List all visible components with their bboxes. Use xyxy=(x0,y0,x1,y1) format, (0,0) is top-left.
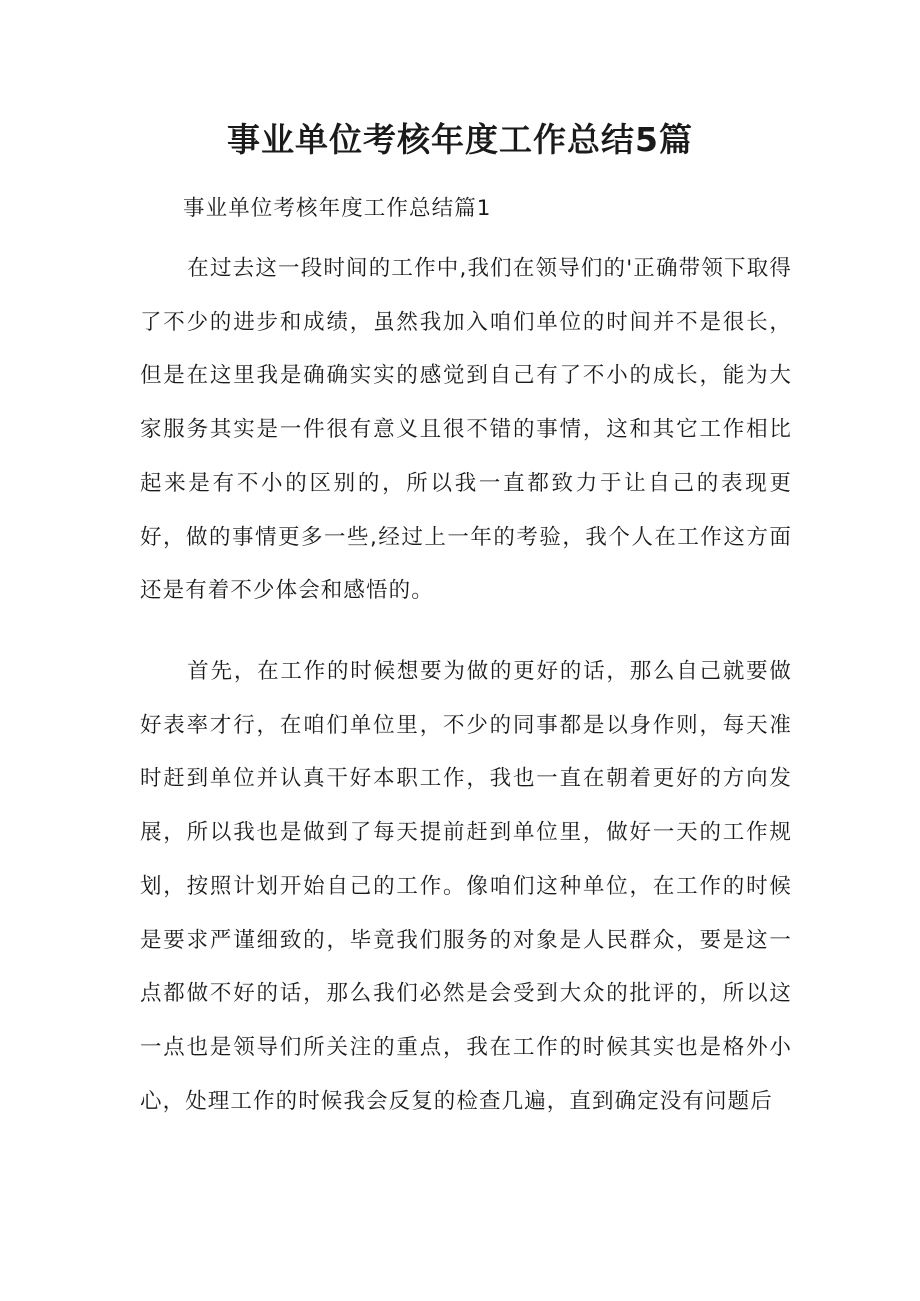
section-subtitle: 事业单位考核年度工作总结篇1 xyxy=(183,196,492,221)
document-title: 事业单位考核年度工作总结5篇 xyxy=(227,120,693,159)
paragraph-2: 首先，在工作的时候想要为做的更好的话，那么自己就要做好表率才行，在咱们单位里，不少的同事都是以身作则，每天准时赶到单位并认真干好本职工作，我也一直在朝着更好的方向发展，所以我也是做到了每天提前赶到单位里，做好一天的工作规划，按照计划开始自己的工作。像咱们这种单位，在工作的时候是要求严谨细致的，毕竟我们服务的对象是人民群众，要是这一点都做不好的话，那么我们必然是会受到大众的批评的，所以这一点也是领导们所关注的重点，我在工作的时候其实也是格外小心，处理工作的时候我会反复的检查几遍，直到确定没有问题后 xyxy=(140,659,792,1114)
paragraph-1: 在过去这一段时间的工作中,我们在领导们的'正确带领下取得了不少的进步和成绩，虽然我加入咱们单位的时间并不是很长，但是在这里我是确确实实的感觉到自己有了不小的成长，能为大家服务其实是一件很有意义且很不错的事情，这和其它工作相比起来是有不小的区别的，所以我一直都致力于让自己的表现更好，做的事情更多一些,经过上一年的考验，我个人在工作这方面还是有着不少体会和感悟的。 xyxy=(140,256,792,604)
